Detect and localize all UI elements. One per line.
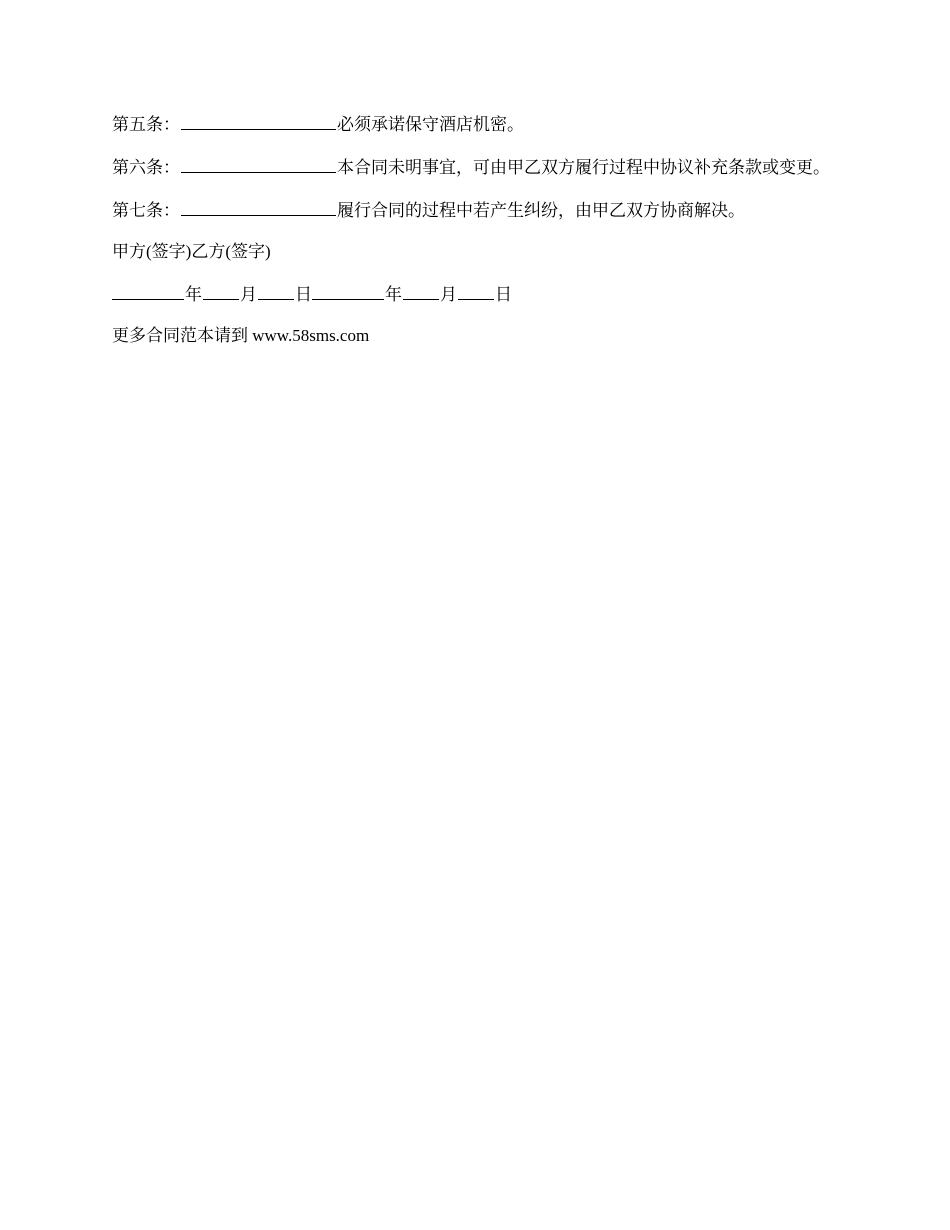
party-b-year-blank bbox=[312, 282, 384, 300]
document-page bbox=[112, 112, 837, 366]
article-7-blank bbox=[181, 198, 336, 216]
article-7 bbox=[112, 198, 837, 222]
signature-line: 甲方(签字)乙方(签字) bbox=[112, 242, 271, 261]
article-6-text: 本合同未明事宜，可由甲乙双方履行过程中协议补充条款或变更。 bbox=[337, 158, 830, 177]
article-6 bbox=[112, 155, 837, 179]
party-b-year-label: 年 bbox=[385, 285, 402, 304]
article-5-prefix: 第五条： bbox=[112, 115, 180, 134]
date-line bbox=[112, 282, 837, 306]
party-a-day-blank bbox=[258, 282, 294, 300]
article-5-blank bbox=[181, 112, 336, 130]
party-a-year-label: 年 bbox=[185, 285, 202, 304]
article-7-text: 履行合同的过程中若产生纠纷，由甲乙双方协商解决。 bbox=[337, 201, 745, 220]
article-5 bbox=[112, 112, 837, 136]
party-a-month-blank bbox=[203, 282, 239, 300]
article-6-prefix: 第六条： bbox=[112, 158, 180, 177]
party-a-year-blank bbox=[112, 282, 184, 300]
footer-note: 更多合同范本请到 www.58sms.com bbox=[112, 326, 370, 345]
party-b-month-blank bbox=[403, 282, 439, 300]
party-a-day-label: 日 bbox=[295, 285, 312, 304]
party-b-day-label: 日 bbox=[495, 285, 512, 304]
party-b-month-label: 月 bbox=[440, 285, 457, 304]
article-5-text: 必须承诺保守酒店机密。 bbox=[337, 115, 524, 134]
party-a-month-label: 月 bbox=[240, 285, 257, 304]
party-b-day-blank bbox=[458, 282, 494, 300]
article-6-blank bbox=[181, 155, 336, 173]
article-7-prefix: 第七条： bbox=[112, 201, 180, 220]
